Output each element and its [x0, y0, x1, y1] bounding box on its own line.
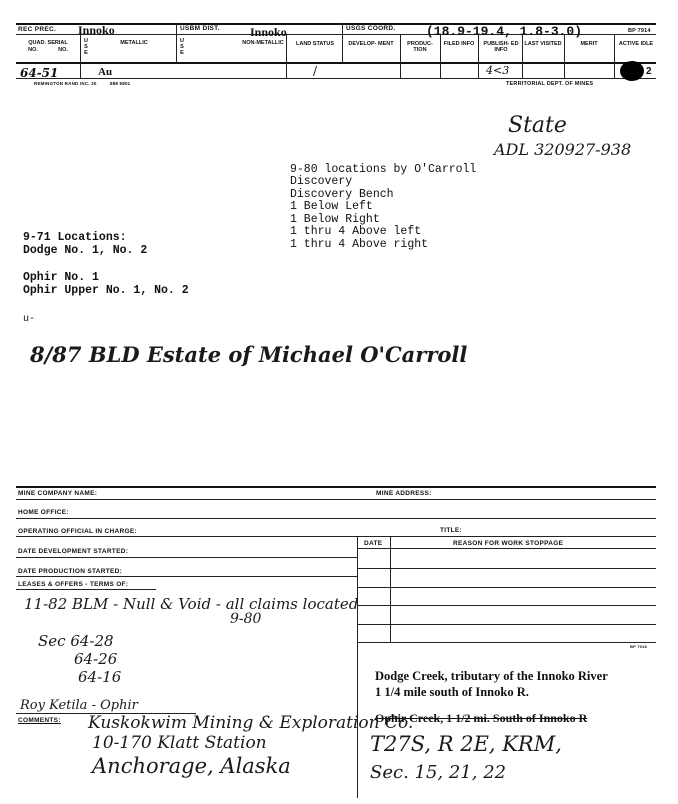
usbm-dist-label: USBM DIST.: [180, 25, 220, 32]
quad-value: 64-51: [20, 66, 59, 80]
misc-mark: u-: [23, 314, 36, 325]
lease-note-line-1: 11-82 BLM - Null & Void - all claims located: [24, 595, 359, 613]
development-header: DEVELOP- MENT: [348, 41, 394, 47]
location-980-line: 1 Below Left: [290, 200, 373, 213]
locations-971-title: 9-71 Locations:: [23, 231, 127, 244]
location-980-line: 1 thru 4 Above right: [290, 237, 429, 251]
merit-header: MERIT: [580, 41, 598, 47]
rec-prec-value: Innoko: [78, 23, 115, 37]
metallic-u-marker: U S E: [84, 38, 88, 56]
quad-no-header: NO.: [28, 47, 38, 53]
published-info-value: 4<3: [486, 64, 510, 77]
active-idle-header: ACTIVE IDLE: [618, 41, 654, 47]
comment-line: 10-170 Klatt Station: [92, 733, 267, 753]
sec-line: Sec 64-28: [38, 632, 114, 650]
land-status-value: /: [313, 64, 318, 78]
comment-line: Anchorage, Alaska: [92, 754, 291, 778]
usbm-dist-value: Innoko: [250, 25, 287, 39]
form-number-bottom: BP 7918: [630, 644, 647, 649]
nonmetallic-u-marker: U S E: [180, 38, 184, 56]
leases-offers-label: LEASES & OFFERS - TERMS OF:: [18, 581, 129, 588]
metallic-header: METALLIC: [120, 40, 148, 46]
township-line-1: T27S, R 2E, KRM,: [370, 732, 562, 756]
location-line-2: 1 1/4 mile south of Innoko R.: [375, 685, 529, 699]
location-980-line: Discovery: [290, 175, 353, 188]
mine-address-label: MINE ADDRESS:: [376, 490, 432, 497]
usgs-coord-label: USGS COORD.: [346, 25, 396, 32]
mine-company-label: MINE COMPANY NAME:: [18, 490, 98, 497]
production-header: PRODUC- TION: [407, 41, 433, 53]
last-visited-header: LAST VISITED: [524, 41, 562, 47]
comment-line: Kuskokwim Mining & Exploration Co.: [88, 713, 414, 733]
home-office-label: HOME OFFICE:: [18, 509, 69, 516]
locations-971-line: Dodge No. 1, No. 2: [23, 244, 148, 257]
agency-label: TERRITORIAL DEPT. OF MINES: [506, 81, 594, 87]
estate-note: 8/87 BLD Estate of Michael O'Carroll: [30, 342, 468, 367]
serial-no-header: NO.: [58, 47, 68, 53]
comments-label: COMMENTS:: [18, 717, 61, 724]
active-idle-marker: [620, 61, 644, 81]
published-info-header: PUBLISH- ED INFO: [483, 41, 519, 53]
reason-stoppage-label: REASON FOR WORK STOPPAGE: [453, 540, 564, 547]
nonmetallic-header: NON-METALLIC: [242, 40, 284, 46]
ophir-line-2: Ophir Upper No. 1, No. 2: [23, 284, 189, 297]
title-label: TITLE:: [440, 527, 463, 534]
ophir-line-1: Ophir No. 1: [23, 271, 99, 284]
filed-info-header: FILED INFO: [443, 41, 475, 47]
adl-handwritten: ADL 320927-938: [494, 140, 632, 159]
locations-980-block: [290, 151, 476, 264]
sec-line: 64-16: [78, 668, 122, 686]
location-line-1: Dodge Creek, tributary of the Innoko River: [375, 669, 608, 683]
printer-credit: REMINGTON RAND INC. 30: [34, 81, 97, 86]
form-number: BP 7914: [628, 28, 651, 34]
date-production-label: DATE PRODUCTION STARTED:: [18, 568, 123, 575]
printer-codes: 888 9801: [110, 81, 131, 86]
location-980-line: 1 Below Right: [290, 212, 380, 226]
locations-980-title: 9-80 locations by O'Carroll: [290, 162, 477, 176]
location-980-line: 1 thru 4 Above left: [290, 225, 422, 238]
location-980-line: Discovery Bench: [290, 187, 394, 201]
land-status-header: LAND STATUS: [296, 41, 334, 47]
usgs-coord-value: (18.9-19.4, 1.8-3.0): [426, 24, 583, 39]
quad-serial-header: QUAD. SERIAL: [28, 40, 68, 46]
location-struck: Ophir Creek, 1 1/2 mi. South of Innoko R: [375, 711, 588, 725]
state-handwritten: State: [508, 113, 567, 138]
rec-prec-label: REC PREC.: [18, 26, 57, 33]
date-development-label: DATE DEVELOPMENT STARTED:: [18, 548, 129, 555]
sec-line: 64-26: [74, 650, 118, 668]
date-column-label: DATE: [364, 540, 383, 547]
comment-header: Roy Ketila - Ophir: [20, 698, 138, 713]
lease-note-line-2: 9-80: [230, 611, 262, 627]
operating-official-label: OPERATING OFFICIAL IN CHARGE:: [18, 528, 137, 535]
township-line-2: Sec. 15, 21, 22: [370, 762, 507, 783]
active-idle-value: 2: [646, 66, 652, 77]
metallic-value: Au: [98, 66, 113, 78]
